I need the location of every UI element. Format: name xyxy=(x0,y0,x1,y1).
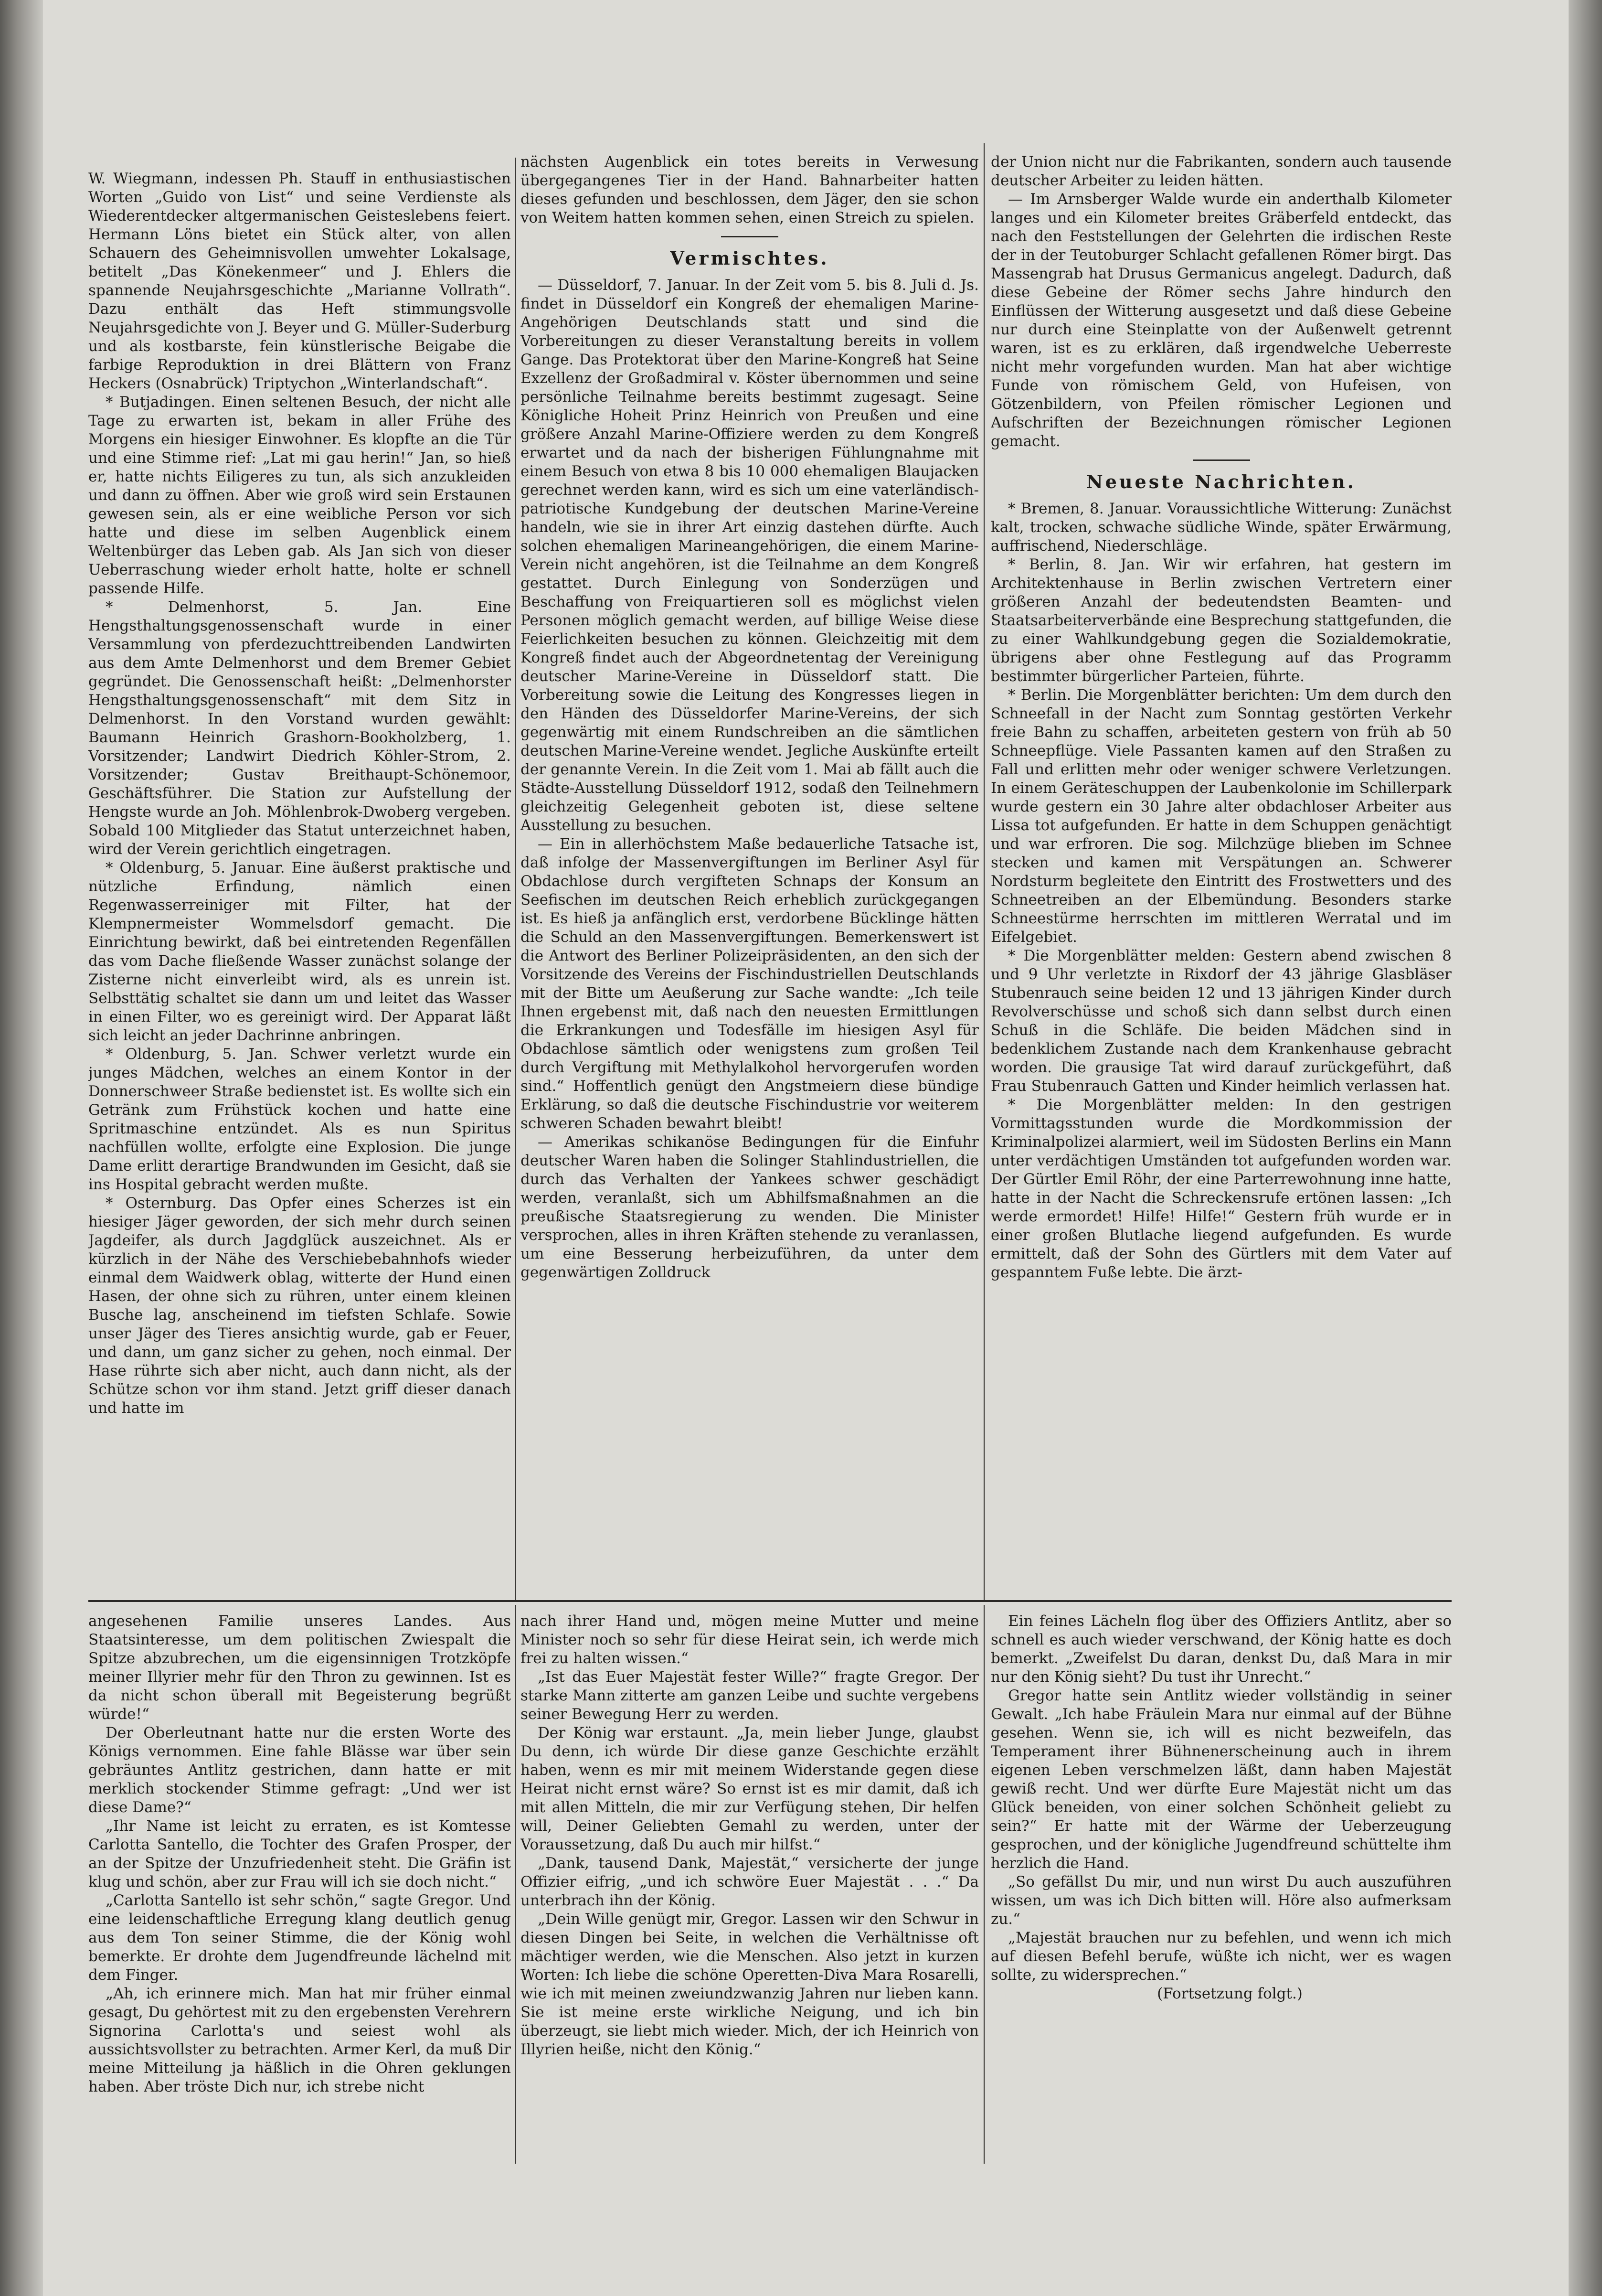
novel-paragraph: „Dein Wille genügt mir, Gregor. Lassen wir den Schwur in diesen Dingen bei Seite, in welchen die Verhältnisse oft mächtiger werden, wie die Menschen. Also jetzt in kurzen Worten: Ich liebe die schöne Operetten-Diva Mara Rosarelli, wie ich mit meinen zweiundzwanzig Jahren nur lieben kann. Sie ist meine erste wirkliche Neigung, und ich bin überzeugt, sie liebt mich wieder. Mich, der ich Heinrich von Illyrien heiße, nicht den König.“ xyxy=(520,1911,979,2058)
page-right-edge xyxy=(1569,0,1602,2296)
section-heading-neueste-nachrichten: Neueste Nachrichten. xyxy=(1086,471,1356,492)
novel-paragraph: „So gefällst Du mir, und nun wirst Du auch auszuführen wissen, um was ich Dich bitten will. Höre also aufmerksam zu.“ xyxy=(991,1873,1452,1928)
article-paragraph: der Union nicht nur die Fabrikanten, sondern auch tausende deutscher Arbeiter zu leiden hätten. xyxy=(991,153,1452,189)
section-heading-vermischtes: Vermischtes. xyxy=(670,247,829,269)
novel-paragraph: „Ihr Name ist leicht zu erraten, es ist Komtesse Carlotta Santello, die Tochter des Grafen Prosper, der an der Spitze der Unzufriedenheit steht. Die Gräfin ist klug und schön, aber zur Frau will ich sie doch nicht.“ xyxy=(88,1817,511,1890)
lower-column-1 xyxy=(88,1612,511,2161)
novel-paragraph: „Dank, tausend Dank, Majestät,“ versicherte der junge Offizier eifrig, „und ich schwöre Euer Majestät . . .“ Da unterbrach ihn der König. xyxy=(520,1855,979,1909)
novel-paragraph: angesehenen Familie unseres Landes. Aus Staatsinteresse, um dem politischen Zwiespalt die Spitze abzubrechen, um die eigensinnigen Trotzköpfe meiner Illyrier mehr für den Thron zu gewinnen. Ist es da nicht schon überall mit Begeisterung begrüßt würde!“ xyxy=(88,1613,511,1723)
article-paragraph: * Bremen, 8. Januar. Voraussichtliche Witterung: Zunächst kalt, trocken, schwache südliche Winde, später Erwärmung, auffrischend, Niederschläge. xyxy=(991,500,1452,555)
section-separator xyxy=(1193,459,1250,461)
article-paragraph: — Düsseldorf, 7. Januar. In der Zeit vom 5. bis 8. Juli d. Js. findet in Düsseldorf ein Kongreß der ehemaligen Marine-Angehörigen Deutschlands statt und sind die Vorbereitungen zu dieser Veranstaltung bereits in vollem Gange. Das Protektorat über den Marine-Kongreß hat Seine Exzellenz der Großadmiral v. Köster übernommen und seine persönliche Teilnahme bereits bestimmt zugesagt. Seine Königliche Hoheit Prinz Heinrich von Preußen und eine größere Anzahl Marine-Offiziere werden zu dem Kongreß erwartet und da nach der bisherigen Fühlungnahme mit einem Besuch von etwa 8 bis 10 000 ehemaligen Blaujacken gerechnet werden kann, wird es sich um eine vaterländisch-patriotische Kundgebung der deutschen Marine-Vereine handeln, wie sie in ihrer Art einzig dastehen dürfte. Auch solchen ehemaligen Marineangehörigen, die einem Marine-Verein nicht angehören, ist die Teilnahme an dem Kongreß gestattet. Durch Einlegung von Sonderzügen und Beschaffung von Freiquartieren soll es möglichst vielen Personen möglich gemacht werden, auf billige Weise diese Feierlichkeiten besuchen zu können. Gleichzeitig mit dem Kongreß findet auch der Abgeordnetentag der Vereinigung deutscher Marine-Vereine in Düsseldorf statt. Die Vorbereitung sowie die Leitung des Kongresses liegen in den Händen des Düsseldorfer Marine-Vereins, der sich gegenwärtig mit einem Rundschreiben an die sämtlichen deutschen Marine-Vereine wendet. Jegliche Auskünfte erteilt der genannte Verein. In die Zeit vom 1. Mai ab fällt auch die Städte-Ausstellung Düsseldorf 1912, sodaß den Teilnehmern gleichzeitig Gelegenheit geboten ist, diese seltene Ausstellung zu besuchen. xyxy=(520,277,979,834)
upper-column-1 xyxy=(88,170,511,1595)
article-paragraph: * Oldenburg, 5. Januar. Eine äußerst praktische und nützliche Erfindung, nämlich einen Regenwasserreiniger mit Filter, hat der Klempnermeister Wommelsdorf gemacht. Die Einrichtung bewirkt, daß bei eintretenden Regenfällen das vom Dache fließende Wasser zunächst solange der Zisterne nicht einverleibt wird, als es unrein ist. Selbsttätig schaltet sie dann um und leitet das Wasser in einen Filter, wo es gereinigt wird. Der Apparat läßt sich leicht an jeder Dachrinne anbringen. xyxy=(88,859,511,1044)
novel-paragraph: Ein feines Lächeln flog über des Offiziers Antlitz, aber so schnell es auch wieder verschwand, der König hatte es doch bemerkt. „Zweifelst Du daran, denkst Du, daß Mara in mir nur den König sieht? Du tust ihr Unrecht.“ xyxy=(991,1613,1452,1686)
article-paragraph: * Berlin. Die Morgenblätter berichten: Um dem durch den Schneefall in der Nacht zum Sonntag gestörten Verkehr freie Bahn zu schaffen, arbeiteten gestern von früh ab 50 Schneepflüge. Viele Passanten kamen auf den Straßen zu Fall und erlitten mehr oder weniger schwere Verletzungen. In einem Geräteschuppen der Laubenkolonie im Schillerpark wurde gestern ein 30 Jahre alter obdachloser Arbeiter aus Lissa tot aufgefunden. Er hatte in dem Schuppen genächtigt und war erfroren. Die sog. Milchzüge blieben im Schnee stecken und kamen mit Verspätungen an. Schwerer Nordsturm begleitete den Eintritt des Frostwetters und des Schneetreiben an der Elbemündung. Besonders starke Schneestürme herrschten im mittleren Werratal und im Eifelgebiet. xyxy=(991,686,1452,946)
article-paragraph: nächsten Augenblick ein totes bereits in Verwesung übergegangenes Tier in der Hand. Bahnarbeiter hatten dieses gefunden und beschlossen, dem Jäger, den sie schon von Weitem hatten kommen sehen, einen Streich zu spielen. xyxy=(520,153,979,226)
article-paragraph: W. Wiegmann, indessen Ph. Stauff in enthusiastischen Worten „Guido von List“ und seine Verdienste als Wiederentdecker altgermanischen Geisteslebens feiert. Hermann Löns bietet ein Stück alter, von allen Schauern des Geheimnisvollen umwehter Lokalsage, betitelt „Das Könekenmeer“ und J. Ehlers die spannende Neujahrsgeschichte „Marianne Vollrath“. Dazu enthält das Heft stimmungsvolle Neujahrsgedichte von J. Beyer und G. Müller-Suderburg und als kostbarste, fein künstlerische Beigabe die farbige Reproduktion in drei Blättern von Franz Heckers (Osnabrück) Triptychon „Winterlandschaft“. xyxy=(88,170,511,392)
page-binding-edge xyxy=(0,0,43,2296)
novel-paragraph: Der Oberleutnant hatte nur die ersten Worte des Königs vernommen. Eine fahle Blässe war über sein gebräuntes Antlitz gestrichen, dann hatte er mit merklich stockender Stimme gefragt: „Und wer ist diese Dame?“ xyxy=(88,1724,511,1816)
article-paragraph: * Butjadingen. Einen seltenen Besuch, der nicht alle Tage zu erwarten ist, bekam in aller Frühe des Morgens ein hiesiger Einwohner. Es klopfte an die Tür und eine Stimme rief: „Lat mi gau herin!“ Jan, so hieß er, hatte nichts Eiligeres zu tun, als sich anzukleiden und dann zu öffnen. Aber wie groß wird sein Erstaunen gewesen sein, als er eine weibliche Person vor sich hatte und diese im selben Augenblick einem Weltenbürger das Leben gab. Als Jan sich von dieser Ueberraschung wieder erholt hatte, holte er schnell passende Hilfe. xyxy=(88,394,511,597)
novel-paragraph: „Ah, ich erinnere mich. Man hat mir früher einmal gesagt, Du gehörtest mit zu den ergebensten Verehrern Signorina Carlotta's und seiest wohl als aussichtsvollster zu betrachten. Armer Kerl, da muß Dir meine Mitteilung ja häßlich in die Ohren geklungen haben. Aber tröste Dich nur, ich strebe nicht xyxy=(88,1985,511,2095)
article-paragraph: — Amerikas schikanöse Bedingungen für die Einfuhr deutscher Waren haben die Solinger Stahlindustriellen, die durch das Verhalten der Yankees schwer geschädigt werden, veranlaßt, sich um Abhilfsmaßnahmen an die preußische Staatsregierung zu wenden. Die Minister versprochen, alles in ihren Kräften stehende zu veranlassen, um eine Besserung herbeizuführen, da unter dem gegenwärtigen Zolldruck xyxy=(520,1133,979,1281)
article-paragraph: * Osternburg. Das Opfer eines Scherzes ist ein hiesiger Jäger geworden, der sich mehr durch seinen Jagdeifer, als durch Jagdglück auszeichnet. Als er kürzlich in der Nähe des Verschiebebahnhofs wieder einmal dem Waidwerk oblag, witterte der Hund einen Hasen, der ohne sich zu rühren, unter einem kleinen Busche lag, anscheinend im tiefsten Schlafe. Sowie unser Jäger des Tieres ansichtig wurde, gab er Feuer, und dann, um ganz sicher zu gehen, noch einmal. Der Hase rührte sich aber nicht, auch dann nicht, als der Schütze schon vor ihm stand. Jetzt griff dieser danach und hatte im xyxy=(88,1195,511,1417)
feuilleton-divider xyxy=(88,1600,1452,1602)
column-rule xyxy=(515,1605,516,2164)
column-rule xyxy=(984,1605,985,2164)
article-paragraph: * Oldenburg, 5. Jan. Schwer verletzt wurde ein junges Mädchen, welches an einem Kontor in der Donnerschweer Straße bedienstet ist. Es wollte sich ein Getränk zum Frühstück kochen und hatte eine Spritmaschine entzündet. Als es nun Spiritus nachfüllen wollte, erfolgte eine Explosion. Die junge Dame erlitt derartige Brandwunden im Gesicht, daß sie ins Hospital gebracht werden mußte. xyxy=(88,1046,511,1193)
column-rule xyxy=(984,143,985,1600)
novel-paragraph: Gregor hatte sein Antlitz wieder vollständig in seiner Gewalt. „Ich habe Fräulein Mara nur einmal auf der Bühne gesehen. Wenn sie, ich will es nicht bezweifeln, das Temperament ihrer Bühnenerscheinung auch in ihrem eigenen Leben verschmelzen läßt, dann haben Majestät gewiß recht. Und wer dürfte Eure Majestät nicht um das Glück beneiden, von einer solchen Schönheit geliebt zu sein?“ Er hatte mit der Wärme der Ueberzeugung gesprochen, und der königliche Jugendfreund schüttelte ihm herzlich die Hand. xyxy=(991,1687,1452,1872)
novel-paragraph: „Majestät brauchen nur zu befehlen, und wenn ich mich auf diesen Befehl berufe, wüßte ich nicht, wer es wagen sollte, zu widersprechen.“ xyxy=(991,1929,1452,1984)
section-separator xyxy=(721,236,778,237)
novel-paragraph: „Ist das Euer Majestät fester Wille?“ fragte Gregor. Der starke Mann zitterte am ganzen Leibe und suchte vergebens seiner Bewegung Herr zu werden. xyxy=(520,1668,979,1723)
article-paragraph: * Die Morgenblätter melden: Gestern abend zwischen 8 und 9 Uhr verletzte in Rixdorf der 43 jährige Glasbläser Stubenrauch seine beiden 12 und 13 jährigen Kinder durch Revolverschüsse und schoß sich dann selbst durch einen Schuß in die Schläfe. Die beiden Mädchen sind in bedenklichem Zustande nach dem Krankenhause gebracht worden. Die grausige Tat wird darauf zurückgeführt, daß Frau Stubenrauch Gatten und Kinder heimlich verlassen hat. xyxy=(991,947,1452,1095)
lower-column-3 xyxy=(991,1612,1452,2161)
novel-paragraph: nach ihrer Hand und, mögen meine Mutter und meine Minister noch so sehr für diese Heirat sein, ich werde mich frei zu halten wissen.“ xyxy=(520,1613,979,1667)
novel-paragraph: „Carlotta Santello ist sehr schön,“ sagte Gregor. Und eine leidenschaftliche Erregung klang deutlich genug aus dem Ton seiner Stimme, die der König wohl bemerkte. Er drohte dem Jugendfreunde lächelnd mit dem Finger. xyxy=(88,1892,511,1984)
upper-column-3 xyxy=(991,153,1452,1595)
column-rule xyxy=(515,158,516,1600)
article-paragraph: * Berlin, 8. Jan. Wir wir erfahren, hat gestern im Architektenhause in Berlin zwischen Vertretern einer größeren Anzahl der bedeutendsten Beamten- und Staatsarbeiterverbände eine Besprechung stattgefunden, die zu einer Wahlkundgebung gegen die Sozialdemokratie, übrigens aber ohne Festlegung auf das Programm bestimmter bürgerlicher Parteien, führte. xyxy=(991,556,1452,685)
article-paragraph: — Ein in allerhöchstem Maße bedauerliche Tatsache ist, daß infolge der Massenvergiftungen im Berliner Asyl für Obdachlose durch vergifteten Schnaps der Konsum an Seefischen im deutschen Reich erheblich zurückgegangen ist. Es hieß ja anfänglich erst, verdorbene Bücklinge hätten die Schuld an den Massenvergiftungen. Bemerkenswert ist die Antwort des Berliner Polizeipräsidenten, an den sich der Vorsitzende des Vereins der Fischindustriellen Deutschlands mit der Bitte um Aeußerung zur Sache wandte: „Ich teile Ihnen ergebenst mit, daß nach den neuesten Ermittlungen die Erkrankungen und Todesfälle im hiesigen Asyl für Obdachlose sämtlich oder wenigstens zum großen Teil durch Vergiftung mit Methylalkohol hervorgerufen worden sind.“ Hoffentlich genügt den Angstmeiern diese bündige Erklärung, so daß die deutsche Fischindustrie vor weiterem schweren Schaden bewahrt bleibt! xyxy=(520,835,979,1132)
article-paragraph: * Die Morgenblätter melden: In den gestrigen Vormittagsstunden wurde die Mordkommission der Kriminalpolizei alarmiert, weil im Südosten Berlins ein Mann unter verdächtigen Umständen tot aufgefunden worden war. Der Gürtler Emil Röhr, der eine Parterrewohnung inne hatte, hatte in der Nacht die Schreckensrufe ertönen lassen: „Ich werde ermordet! Hilfe! Hilfe!“ Gestern früh wurde er in einer großen Blutlache liegend aufgefunden. Es wurde ermittelt, daß der Sohn des Gürtlers mit dem Vater auf gespanntem Fuße lebte. Die ärzt- xyxy=(991,1096,1452,1281)
continuation-note: (Fortsetzung folgt.) xyxy=(1157,1985,1303,2002)
novel-paragraph: Der König war erstaunt. „Ja, mein lieber Junge, glaubst Du denn, ich würde Dir diese ganze Geschichte erzählt haben, wenn es mir mit meinem Widerstande gegen diese Heirat nicht ernst wäre? So ernst ist es mir damit, daß ich mit allen Mitteln, die mir zur Verfügung stehen, Dir helfen will, Deiner Geliebten Gemahl zu werden, unter der Voraussetzung, daß Du auch mir hilfst.“ xyxy=(520,1724,979,1853)
upper-column-2 xyxy=(520,153,979,1595)
lower-column-2 xyxy=(520,1612,979,2161)
article-paragraph: — Im Arnsberger Walde wurde ein anderthalb Kilometer langes und ein Kilometer breites Gräberfeld entdeckt, das nach den Feststellungen der Gelehrten die irdischen Reste der in der Teutoburger Schlacht gefallenen Römer birgt. Das Massengrab hat Drusus Germanicus angelegt. Dadurch, daß diese Gebeine der Römer sechs Jahre hindurch den Einflüssen der Witterung ausgesetzt und daß diese Gebeine nur durch eine Steinplatte von der Außenwelt getrennt waren, ist es zu erklären, daß irgendwelche Ueberreste nicht mehr vorgefunden wurden. Man hat aber wichtige Funde von römischem Geld, von Hufeisen, von Götzenbildern, von Pfeilen römischer Legionen und Aufschriften der Bezeichnungen römischer Legionen gemacht. xyxy=(991,191,1452,450)
article-paragraph: * Delmenhorst, 5. Jan. Eine Hengsthaltungsgenossenschaft wurde in einer Versammlung von pferdezuchttreibenden Landwirten aus dem Amte Delmenhorst und dem Bremer Gebiet gegründet. Die Genossenschaft heißt: „Delmenhorster Hengsthaltungsgenossenschaft“ mit dem Sitz in Delmenhorst. In den Vorstand wurden gewählt: Baumann Heinrich Grashorn-Bookholzberg, 1. Vorsitzender; Landwirt Diedrich Köhler-Strom, 2. Vorsitzender; Gustav Breithaupt-Schönemoor, Geschäftsführer. Die Station zur Aufstellung der Hengste wurde an Joh. Möhlenbrok-Dwoberg vergeben. Sobald 100 Mitglieder das Statut unterzeichnet haben, wird der Verein gerichtlich eingetragen. xyxy=(88,598,511,858)
